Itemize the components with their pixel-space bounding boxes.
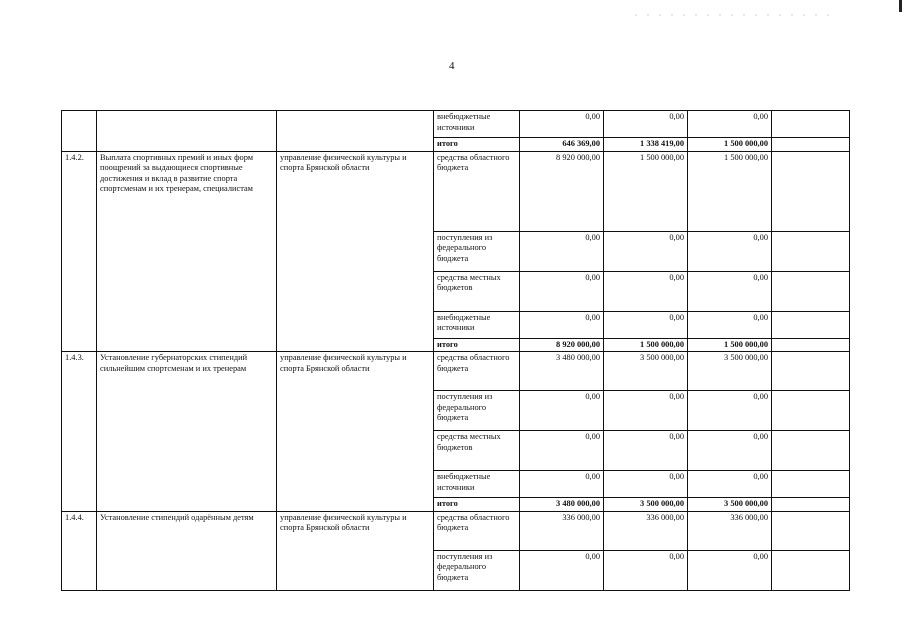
amount-year-1-cell: 3 480 000,00	[520, 352, 604, 391]
responsible-org-cell: управление физической культуры и спорта Брянской области	[277, 511, 434, 590]
amount-year-3-cell: 0,00	[688, 550, 772, 590]
empty-cell	[772, 471, 850, 498]
table-row	[62, 151, 850, 231]
amount-year-3-cell: 0,00	[688, 271, 772, 311]
amount-year-3-cell: 1 500 000,00	[688, 138, 772, 152]
table-row	[62, 111, 850, 138]
item-title-cell	[97, 111, 277, 152]
amount-year-1-cell: 0,00	[520, 271, 604, 311]
budget-table	[61, 110, 850, 591]
scan-edge-mark	[899, 0, 902, 12]
funding-source-cell: итого	[434, 138, 520, 152]
funding-source-cell: средства местных бюджетов	[434, 271, 520, 311]
amount-year-2-cell: 3 500 000,00	[604, 352, 688, 391]
amount-year-1-cell: 0,00	[520, 471, 604, 498]
amount-year-3-cell: 0,00	[688, 111, 772, 138]
empty-cell	[772, 138, 850, 152]
empty-cell	[772, 111, 850, 138]
amount-year-2-cell: 1 500 000,00	[604, 151, 688, 231]
funding-source-cell: внебюджетные источники	[434, 111, 520, 138]
item-number-cell: 1.4.2.	[62, 151, 97, 352]
empty-cell	[772, 338, 850, 352]
funding-source-cell: итого	[434, 498, 520, 512]
amount-year-2-cell: 0,00	[604, 550, 688, 590]
item-title-cell: Установление стипендий одарённым детям	[97, 511, 277, 590]
amount-year-3-cell: 0,00	[688, 431, 772, 471]
funding-source-cell: средства областного бюджета	[434, 511, 520, 550]
amount-year-1-cell: 8 920 000,00	[520, 338, 604, 352]
empty-cell	[772, 231, 850, 271]
amount-year-3-cell: 0,00	[688, 311, 772, 338]
item-number-cell: 1.4.4.	[62, 511, 97, 590]
funding-source-cell: внебюджетные источники	[434, 311, 520, 338]
scan-artifact	[630, 14, 830, 16]
amount-year-3-cell: 3 500 000,00	[688, 352, 772, 391]
responsible-org-cell: управление физической культуры и спорта Брянской области	[277, 151, 434, 352]
amount-year-1-cell: 0,00	[520, 231, 604, 271]
empty-cell	[772, 391, 850, 431]
amount-year-2-cell: 336 000,00	[604, 511, 688, 550]
amount-year-1-cell: 646 369,00	[520, 138, 604, 152]
item-title-cell: Выплата спортивных премий и иных форм поощрений за выдающиеся спортивные достижения и вклад в развитие спорта спортсменам и их тренерам, специалистам	[97, 151, 277, 352]
amount-year-3-cell: 336 000,00	[688, 511, 772, 550]
amount-year-2-cell: 0,00	[604, 471, 688, 498]
funding-source-cell: средства местных бюджетов	[434, 431, 520, 471]
item-number-cell: 1.4.3.	[62, 352, 97, 512]
empty-cell	[772, 431, 850, 471]
amount-year-1-cell: 0,00	[520, 550, 604, 590]
funding-source-cell: внебюджетные источники	[434, 471, 520, 498]
empty-cell	[772, 550, 850, 590]
table-row	[62, 511, 850, 550]
amount-year-2-cell: 0,00	[604, 311, 688, 338]
amount-year-1-cell: 0,00	[520, 111, 604, 138]
funding-source-cell: средства областного бюджета	[434, 151, 520, 231]
amount-year-3-cell: 0,00	[688, 471, 772, 498]
amount-year-2-cell: 0,00	[604, 231, 688, 271]
item-number-cell	[62, 111, 97, 152]
funding-source-cell: поступления из федерального бюджета	[434, 550, 520, 590]
funding-source-cell: итого	[434, 338, 520, 352]
responsible-org-cell	[277, 111, 434, 152]
amount-year-1-cell: 0,00	[520, 391, 604, 431]
funding-source-cell: поступления из федерального бюджета	[434, 231, 520, 271]
amount-year-3-cell: 1 500 000,00	[688, 338, 772, 352]
amount-year-2-cell: 0,00	[604, 111, 688, 138]
empty-cell	[772, 498, 850, 512]
empty-cell	[772, 151, 850, 231]
amount-year-2-cell: 1 338 419,00	[604, 138, 688, 152]
amount-year-3-cell: 0,00	[688, 231, 772, 271]
responsible-org-cell: управление физической культуры и спорта Брянской области	[277, 352, 434, 512]
empty-cell	[772, 271, 850, 311]
funding-source-cell: поступления из федерального бюджета	[434, 391, 520, 431]
amount-year-1-cell: 0,00	[520, 431, 604, 471]
amount-year-2-cell: 0,00	[604, 391, 688, 431]
amount-year-1-cell: 336 000,00	[520, 511, 604, 550]
empty-cell	[772, 352, 850, 391]
amount-year-2-cell: 3 500 000,00	[604, 498, 688, 512]
amount-year-1-cell: 0,00	[520, 311, 604, 338]
amount-year-1-cell: 8 920 000,00	[520, 151, 604, 231]
amount-year-3-cell: 3 500 000,00	[688, 498, 772, 512]
amount-year-1-cell: 3 480 000,00	[520, 498, 604, 512]
amount-year-3-cell: 0,00	[688, 391, 772, 431]
page-number: 4	[449, 60, 455, 72]
amount-year-2-cell: 0,00	[604, 431, 688, 471]
empty-cell	[772, 311, 850, 338]
amount-year-2-cell: 1 500 000,00	[604, 338, 688, 352]
funding-source-cell: средства областного бюджета	[434, 352, 520, 391]
table-row	[62, 352, 850, 391]
amount-year-2-cell: 0,00	[604, 271, 688, 311]
amount-year-3-cell: 1 500 000,00	[688, 151, 772, 231]
item-title-cell: Установление губернаторских стипендий сильнейшим спортсменам и их тренерам	[97, 352, 277, 512]
table-body	[62, 111, 850, 591]
empty-cell	[772, 511, 850, 550]
